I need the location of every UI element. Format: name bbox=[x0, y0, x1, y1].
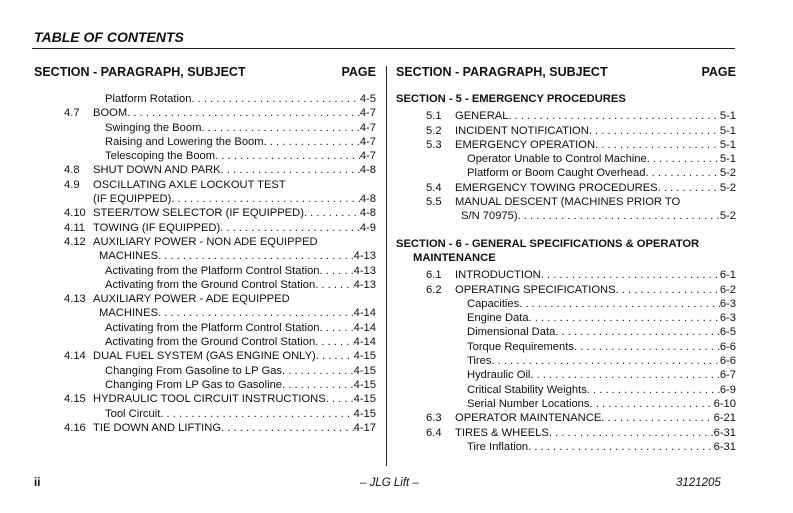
toc-entry-number: 4.13 bbox=[64, 293, 86, 306]
toc-entry-page: 4-13 bbox=[353, 278, 376, 291]
section-paragraph-header: SECTION - PARAGRAPH, SUBJECT bbox=[34, 65, 246, 79]
toc-entry-title: BOOM bbox=[93, 107, 128, 120]
toc-entry-title: INCIDENT NOTIFICATION bbox=[455, 124, 589, 137]
toc-entry[interactable] bbox=[396, 283, 736, 297]
toc-entry-page: 4-13 bbox=[353, 264, 376, 277]
toc-entry-page: 6-21 bbox=[713, 412, 736, 425]
dot-leader bbox=[320, 321, 354, 335]
toc-entry-title: EMERGENCY OPERATION bbox=[455, 138, 596, 151]
dot-leader bbox=[326, 392, 354, 406]
toc-entry-page: 4-13 bbox=[353, 250, 376, 263]
toc-entry-page: 5-1 bbox=[719, 138, 736, 151]
toc-entry-number: 4.9 bbox=[64, 178, 80, 191]
toc-entry[interactable] bbox=[396, 152, 736, 166]
left-column-header bbox=[34, 63, 376, 81]
toc-entry-title: Tool Circuit bbox=[105, 407, 161, 420]
toc-entry-page: 4-8 bbox=[359, 207, 376, 220]
toc-entry-page: 4-15 bbox=[353, 393, 376, 406]
toc-entry[interactable] bbox=[396, 138, 736, 152]
toc-entry-title: Operator Unable to Control Machine bbox=[467, 153, 647, 166]
toc-entry-page: 4-15 bbox=[353, 364, 376, 377]
toc-entry[interactable] bbox=[34, 163, 376, 177]
dot-leader bbox=[587, 383, 720, 397]
toc-entry-title: MACHINES bbox=[99, 307, 159, 320]
dot-leader bbox=[158, 249, 354, 263]
dot-leader bbox=[491, 354, 719, 368]
toc-entry[interactable] bbox=[34, 249, 376, 263]
toc-entry[interactable] bbox=[34, 407, 376, 421]
toc-entry[interactable] bbox=[34, 278, 376, 292]
dot-leader bbox=[549, 426, 714, 440]
toc-entry-title: S/N 70975) bbox=[461, 210, 518, 223]
toc-entry[interactable] bbox=[396, 181, 736, 195]
toc-entry[interactable] bbox=[396, 368, 736, 382]
column-divider bbox=[386, 66, 387, 466]
toc-entry-page: 4-15 bbox=[353, 350, 376, 363]
toc-section-block bbox=[396, 237, 736, 454]
toc-entry-title: OPERATOR MAINTENANCE bbox=[455, 412, 602, 425]
toc-entry-page: 6-2 bbox=[719, 283, 736, 296]
right-column-header bbox=[396, 63, 736, 81]
toc-left-column bbox=[34, 63, 376, 435]
toc-entry[interactable] bbox=[396, 354, 736, 368]
toc-entry-page: 4-17 bbox=[353, 421, 376, 434]
toc-entry-number: 6.1 bbox=[426, 269, 442, 282]
toc-entry-page: 6-5 bbox=[719, 326, 736, 339]
dot-leader bbox=[191, 92, 359, 106]
toc-entry-number: 4.16 bbox=[64, 421, 86, 434]
toc-entry-page: 4-15 bbox=[353, 378, 376, 391]
toc-entry-title: TIE DOWN AND LIFTING bbox=[93, 421, 222, 434]
toc-section-block bbox=[396, 92, 736, 224]
toc-entry[interactable] bbox=[396, 325, 736, 339]
toc-entry-title: SHUT DOWN AND PARK bbox=[93, 164, 221, 177]
toc-entry-page: 6-3 bbox=[719, 312, 736, 325]
toc-entry-number: 4.15 bbox=[64, 393, 86, 406]
dot-leader bbox=[647, 152, 720, 166]
toc-entry-title: MACHINES bbox=[99, 250, 159, 263]
dot-leader bbox=[658, 181, 720, 195]
dot-leader bbox=[282, 378, 354, 392]
toc-entry-title: AUXILIARY POWER - ADE EQUIPPED bbox=[93, 293, 290, 306]
toc-entry[interactable] bbox=[34, 235, 376, 249]
toc-entry-number: 5.3 bbox=[426, 138, 442, 151]
toc-entry-number: 5.4 bbox=[426, 181, 442, 194]
toc-entry[interactable] bbox=[34, 178, 376, 192]
toc-entry[interactable] bbox=[34, 378, 376, 392]
dot-leader bbox=[555, 325, 720, 339]
toc-entry-page: 4-5 bbox=[359, 93, 376, 105]
dot-leader bbox=[171, 192, 360, 206]
toc-entry-title: Raising and Lowering the Boom bbox=[105, 135, 264, 148]
toc-entry-page: 5-2 bbox=[719, 181, 736, 194]
footer-doc-number: 3121205 bbox=[676, 477, 721, 489]
dot-leader bbox=[529, 311, 720, 325]
toc-entry-title: DUAL FUEL SYSTEM (GAS ENGINE ONLY) bbox=[93, 350, 316, 363]
dot-leader bbox=[601, 411, 713, 425]
toc-entry[interactable] bbox=[396, 383, 736, 397]
dot-leader bbox=[590, 397, 714, 411]
toc-entry-page: 5-2 bbox=[719, 210, 736, 223]
toc-entry-title: Activating from the Ground Control Station bbox=[105, 278, 316, 291]
dot-leader bbox=[221, 163, 360, 177]
toc-entry-page: 4-7 bbox=[359, 135, 376, 148]
toc-entry-page: 6-31 bbox=[713, 426, 736, 439]
toc-entry-title: Activating from the Ground Control Station bbox=[105, 336, 316, 349]
toc-entry-number: 5.1 bbox=[426, 110, 442, 123]
dot-leader bbox=[574, 340, 720, 354]
toc-entry[interactable] bbox=[34, 92, 376, 106]
toc-entry-page: 4-7 bbox=[359, 121, 376, 134]
toc-entry-page: 4-14 bbox=[353, 307, 376, 320]
dot-leader bbox=[316, 349, 354, 363]
section-heading[interactable]: MAINTENANCE bbox=[413, 251, 496, 264]
toc-entry[interactable] bbox=[396, 166, 736, 180]
toc-entry-title: Torque Requirements bbox=[467, 340, 574, 353]
toc-entry-number: 6.4 bbox=[426, 426, 442, 439]
toc-entry-title: Serial Number Locations bbox=[467, 397, 590, 410]
dot-leader bbox=[528, 440, 713, 454]
toc-entry[interactable] bbox=[396, 311, 736, 325]
dot-leader bbox=[160, 407, 353, 421]
toc-entry[interactable] bbox=[34, 264, 376, 278]
toc-entry-page: 4-9 bbox=[359, 221, 376, 234]
toc-entry-title: Dimensional Data bbox=[467, 326, 556, 339]
toc-entry-title: GENERAL bbox=[455, 110, 509, 123]
page-header: PAGE bbox=[701, 65, 736, 79]
toc-entry[interactable] bbox=[396, 124, 736, 138]
toc-entry-page: 5-2 bbox=[719, 167, 736, 180]
dot-leader bbox=[315, 278, 353, 292]
toc-entry-number: 5.2 bbox=[426, 124, 442, 137]
toc-entry-page: 6-3 bbox=[719, 297, 736, 310]
dot-leader bbox=[158, 306, 354, 320]
toc-entry-title: MANUAL DESCENT (MACHINES PRIOR TO bbox=[455, 196, 681, 209]
toc-entry-title: HYDRAULIC TOOL CIRCUIT INSTRUCTIONS bbox=[93, 393, 326, 406]
dot-leader bbox=[589, 124, 720, 138]
toc-entry-number: 4.10 bbox=[64, 207, 86, 220]
toc-entry[interactable] bbox=[396, 209, 736, 223]
toc-entry-page: 6-6 bbox=[719, 355, 736, 368]
toc-entry[interactable] bbox=[34, 221, 376, 235]
dot-leader bbox=[282, 364, 354, 378]
footer-page-number: ii bbox=[34, 477, 41, 489]
toc-entry[interactable] bbox=[34, 192, 376, 206]
right-toc-list bbox=[396, 92, 736, 454]
toc-entry-page: 4-7 bbox=[359, 150, 376, 163]
toc-entry-title: Platform Rotation bbox=[105, 93, 192, 105]
toc-entry-page: 5-1 bbox=[719, 153, 736, 166]
toc-entry[interactable] bbox=[34, 364, 376, 378]
toc-entry-number: 5.5 bbox=[426, 196, 442, 209]
toc-entry-number: 4.14 bbox=[64, 350, 86, 363]
toc-entry-title: Tires bbox=[467, 355, 492, 368]
dot-leader bbox=[645, 166, 719, 180]
dot-leader bbox=[519, 297, 720, 311]
toc-entry-page: 4-14 bbox=[353, 321, 376, 334]
toc-entry[interactable] bbox=[34, 135, 376, 149]
toc-entry-page: 6-1 bbox=[719, 269, 736, 282]
footer-title: – JLG Lift – bbox=[360, 477, 419, 489]
toc-entry[interactable] bbox=[34, 292, 376, 306]
toc-entry-title: Engine Data bbox=[467, 312, 529, 325]
dot-leader bbox=[220, 221, 360, 235]
toc-entry-title: AUXILIARY POWER - NON ADE EQUIPPED bbox=[93, 235, 318, 248]
dot-leader bbox=[320, 264, 354, 278]
toc-entry[interactable] bbox=[396, 411, 736, 425]
toc-entry-title: Activating from the Platform Control Station bbox=[105, 264, 320, 277]
dot-leader bbox=[315, 335, 353, 349]
title-divider bbox=[32, 48, 735, 49]
toc-entry-title: INTRODUCTION bbox=[455, 269, 541, 282]
toc-entry-title: (IF EQUIPPED) bbox=[93, 193, 172, 206]
toc-entry[interactable] bbox=[34, 106, 376, 120]
toc-entry[interactable] bbox=[34, 306, 376, 320]
section-heading[interactable]: SECTION - 6 - GENERAL SPECIFICATIONS & OPERATOR bbox=[396, 237, 700, 250]
toc-entry-page: 5-1 bbox=[719, 110, 736, 123]
toc-right-column bbox=[396, 63, 736, 454]
dot-leader bbox=[530, 368, 719, 382]
toc-entry-page: 6-6 bbox=[719, 340, 736, 353]
toc-entry-number: 4.8 bbox=[64, 164, 80, 177]
toc-entry-title: OSCILLATING AXLE LOCKOUT TEST bbox=[93, 178, 286, 191]
toc-entry-title: Platform or Boom Caught Overhead bbox=[467, 167, 646, 180]
toc-entry[interactable] bbox=[396, 268, 736, 282]
toc-entry-title: Critical Stability Weights bbox=[467, 383, 587, 396]
toc-entry[interactable] bbox=[396, 195, 736, 209]
page-header: PAGE bbox=[341, 65, 376, 79]
toc-entry-title: Telescoping the Boom bbox=[105, 150, 216, 163]
toc-entry[interactable] bbox=[396, 426, 736, 440]
dot-leader bbox=[595, 138, 720, 152]
toc-entry[interactable] bbox=[396, 297, 736, 311]
toc-entry-page: 6-9 bbox=[719, 383, 736, 396]
toc-entry-title: Activating from the Platform Control Station bbox=[105, 321, 320, 334]
toc-entry-title: STEER/TOW SELECTOR (IF EQUIPPED) bbox=[93, 207, 304, 220]
toc-entry[interactable] bbox=[34, 121, 376, 135]
toc-entry-number: 4.7 bbox=[64, 107, 80, 120]
toc-entry-page: 5-1 bbox=[719, 124, 736, 137]
toc-entry-number: 6.2 bbox=[426, 283, 442, 296]
dot-leader bbox=[215, 149, 360, 163]
toc-entry[interactable] bbox=[34, 421, 376, 435]
dot-leader bbox=[541, 268, 720, 282]
dot-leader bbox=[221, 421, 354, 435]
section-paragraph-header: SECTION - PARAGRAPH, SUBJECT bbox=[396, 65, 608, 79]
toc-entry-page: 4-15 bbox=[353, 407, 376, 420]
page-title: TABLE OF CONTENTS bbox=[34, 29, 184, 45]
toc-entry[interactable] bbox=[34, 392, 376, 406]
toc-entry[interactable] bbox=[396, 109, 736, 123]
toc-entry[interactable] bbox=[396, 340, 736, 354]
toc-entry-number: 4.12 bbox=[64, 235, 86, 248]
toc-entry[interactable] bbox=[34, 349, 376, 363]
toc-entry-page: 6-10 bbox=[713, 397, 736, 410]
toc-entry-title: Changing From LP Gas to Gasoline bbox=[105, 378, 283, 391]
toc-entry-title: Tire Inflation bbox=[467, 440, 529, 453]
toc-entry-number: 4.11 bbox=[64, 221, 85, 234]
toc-entry-title: Swinging the Boom bbox=[105, 121, 202, 134]
toc-entry-title: EMERGENCY TOWING PROCEDURES bbox=[455, 181, 658, 194]
toc-entry-number: 6.3 bbox=[426, 412, 442, 425]
dot-leader bbox=[201, 121, 359, 135]
dot-leader bbox=[264, 135, 360, 149]
toc-entry-page: 6-7 bbox=[719, 369, 736, 382]
toc-entry[interactable] bbox=[396, 397, 736, 411]
toc-entry-page: 6-31 bbox=[713, 440, 736, 453]
toc-entry-title: OPERATING SPECIFICATIONS bbox=[455, 283, 616, 296]
toc-entry[interactable] bbox=[34, 149, 376, 163]
dot-leader bbox=[518, 209, 720, 223]
toc-entry-page: 4-8 bbox=[359, 164, 376, 177]
dot-leader bbox=[508, 109, 719, 123]
toc-entry-page: 4-7 bbox=[359, 107, 376, 120]
toc-entry-title: Capacities bbox=[467, 297, 520, 310]
toc-entry-title: Hydraulic Oil bbox=[467, 369, 531, 382]
toc-entry-title: TOWING (IF EQUIPPED) bbox=[93, 221, 221, 234]
toc-entry[interactable] bbox=[34, 335, 376, 349]
toc-entry-title: TIRES & WHEELS bbox=[455, 426, 549, 439]
dot-leader bbox=[616, 283, 720, 297]
section-heading[interactable]: SECTION - 5 - EMERGENCY PROCEDURES bbox=[396, 93, 626, 105]
toc-entry-title: Changing From Gasoline to LP Gas bbox=[105, 364, 283, 377]
toc-entry-page: 4-14 bbox=[353, 336, 376, 349]
dot-leader bbox=[304, 206, 360, 220]
toc-entry-page: 4-8 bbox=[359, 193, 376, 206]
toc-entry[interactable] bbox=[34, 206, 376, 220]
left-toc-list bbox=[34, 92, 376, 435]
dot-leader bbox=[127, 106, 360, 120]
toc-entry[interactable] bbox=[396, 440, 736, 454]
toc-entry[interactable] bbox=[34, 321, 376, 335]
